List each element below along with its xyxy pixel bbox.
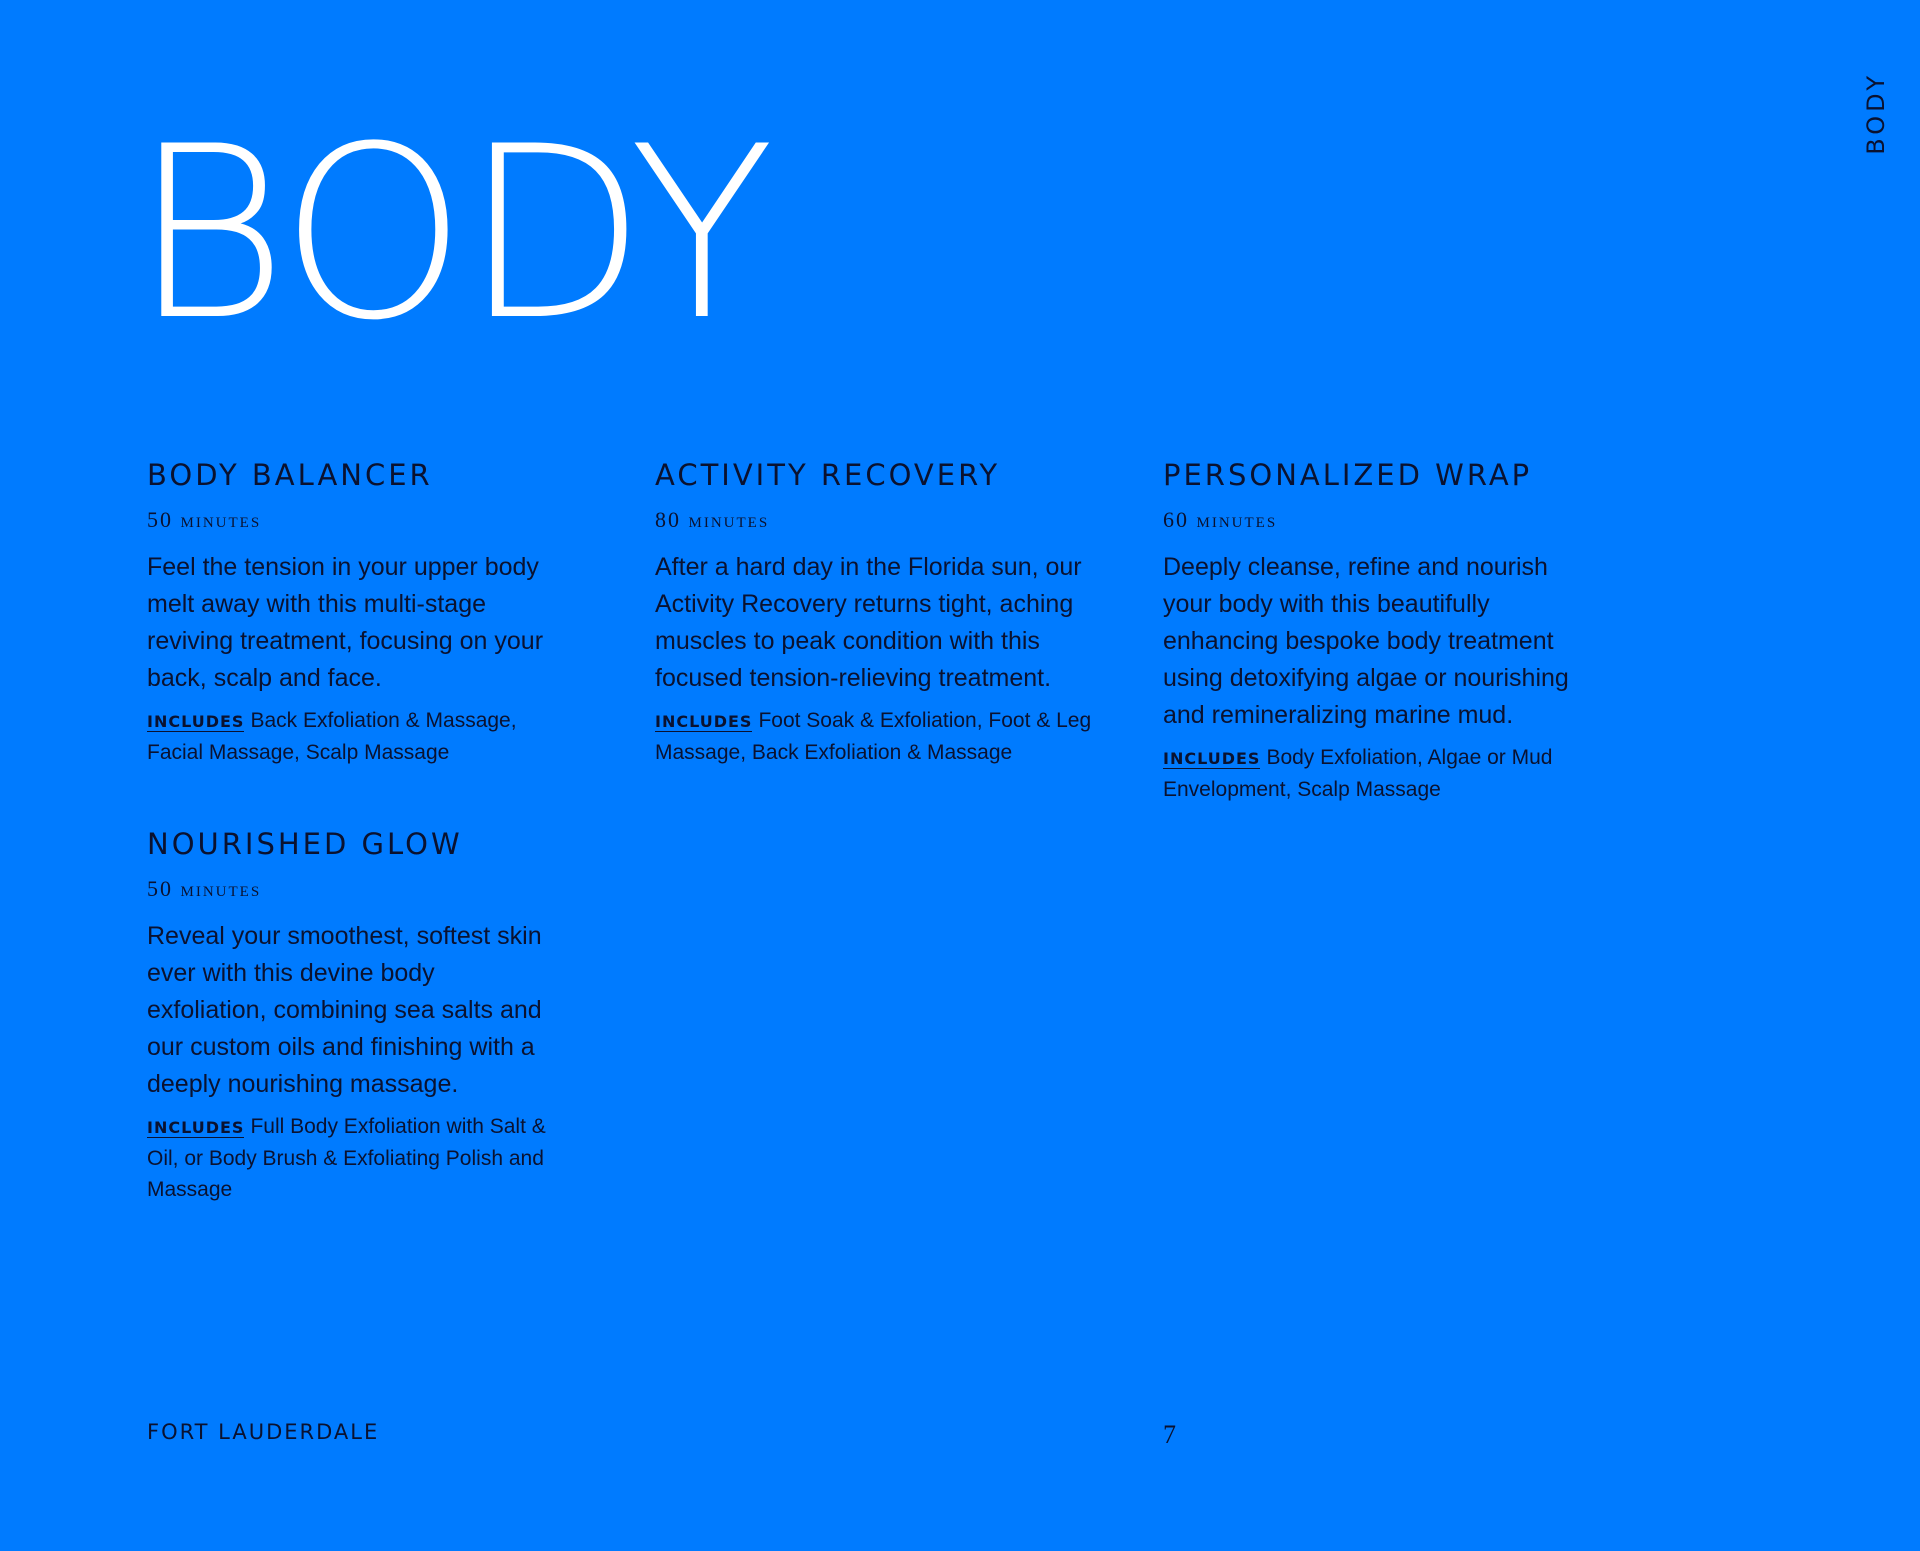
treatment-description: Reveal your smoothest, softest skin ever with this devine body exfoliation, combining sea salts and our custom oils and finishing with a deeply nourishing massage. (147, 921, 542, 1098)
includes-text: Back Exfoliation & Massage, Facial Massage, Scalp Massage (147, 708, 517, 764)
treatment-body-balancer (147, 458, 557, 768)
treatment-duration: 60 minutes (1163, 506, 1278, 532)
treatment-description: After a hard day in the Florida sun, our Activity Recovery returns tight, aching muscles to peak condition with this focused tension-relieving treatment. (655, 552, 1082, 692)
includes-text: Full Body Exfoliation with Salt & Oil, or Body Brush & Exfoliating Polish and Massage (147, 1114, 546, 1201)
includes-label: INCLUDES (1163, 748, 1261, 768)
treatment-personalized-wrap (1163, 458, 1593, 805)
treatment-name: PERSONALIZED WRAP (1163, 458, 1533, 492)
includes-label: INCLUDES (655, 711, 753, 731)
treatment-duration: 50 minutes (147, 875, 262, 901)
treatment-name: BODY BALANCER (147, 458, 433, 492)
page-number: 7 (1163, 1420, 1176, 1449)
treatment-name: ACTIVITY RECOVERY (655, 458, 1001, 492)
includes-label: INCLUDES (147, 1117, 245, 1137)
treatment-includes (147, 1111, 557, 1205)
treatment-includes (655, 705, 1125, 768)
treatment-description: Deeply cleanse, refine and nourish your body with this beautifully enhancing bespoke body treatment using detoxifying algae or nourishing and remineralizing marine mud. (1163, 552, 1569, 729)
treatment-includes (1163, 742, 1593, 805)
section-side-tab: BODY (1862, 72, 1890, 155)
includes-text: Foot Soak & Exfoliation, Foot & Leg Massage, Back Exfoliation & Massage (655, 708, 1092, 764)
page-title: BODY (132, 96, 771, 373)
treatment-name: NOURISHED GLOW (147, 827, 463, 861)
treatment-includes (147, 705, 557, 768)
includes-text: Body Exfoliation, Algae or Mud Envelopment, Scalp Massage (1163, 745, 1553, 801)
treatment-activity-recovery (655, 458, 1125, 768)
treatment-description: Feel the tension in your upper body melt away with this multi-stage reviving treatment, focusing on your back, scalp and face. (147, 552, 544, 692)
treatment-nourished-glow (147, 827, 557, 1205)
treatment-duration: 50 minutes (147, 506, 262, 532)
footer-location: FORT LAUDERDALE (147, 1420, 380, 1444)
includes-label: INCLUDES (147, 711, 245, 731)
treatment-duration: 80 minutes (655, 506, 770, 532)
